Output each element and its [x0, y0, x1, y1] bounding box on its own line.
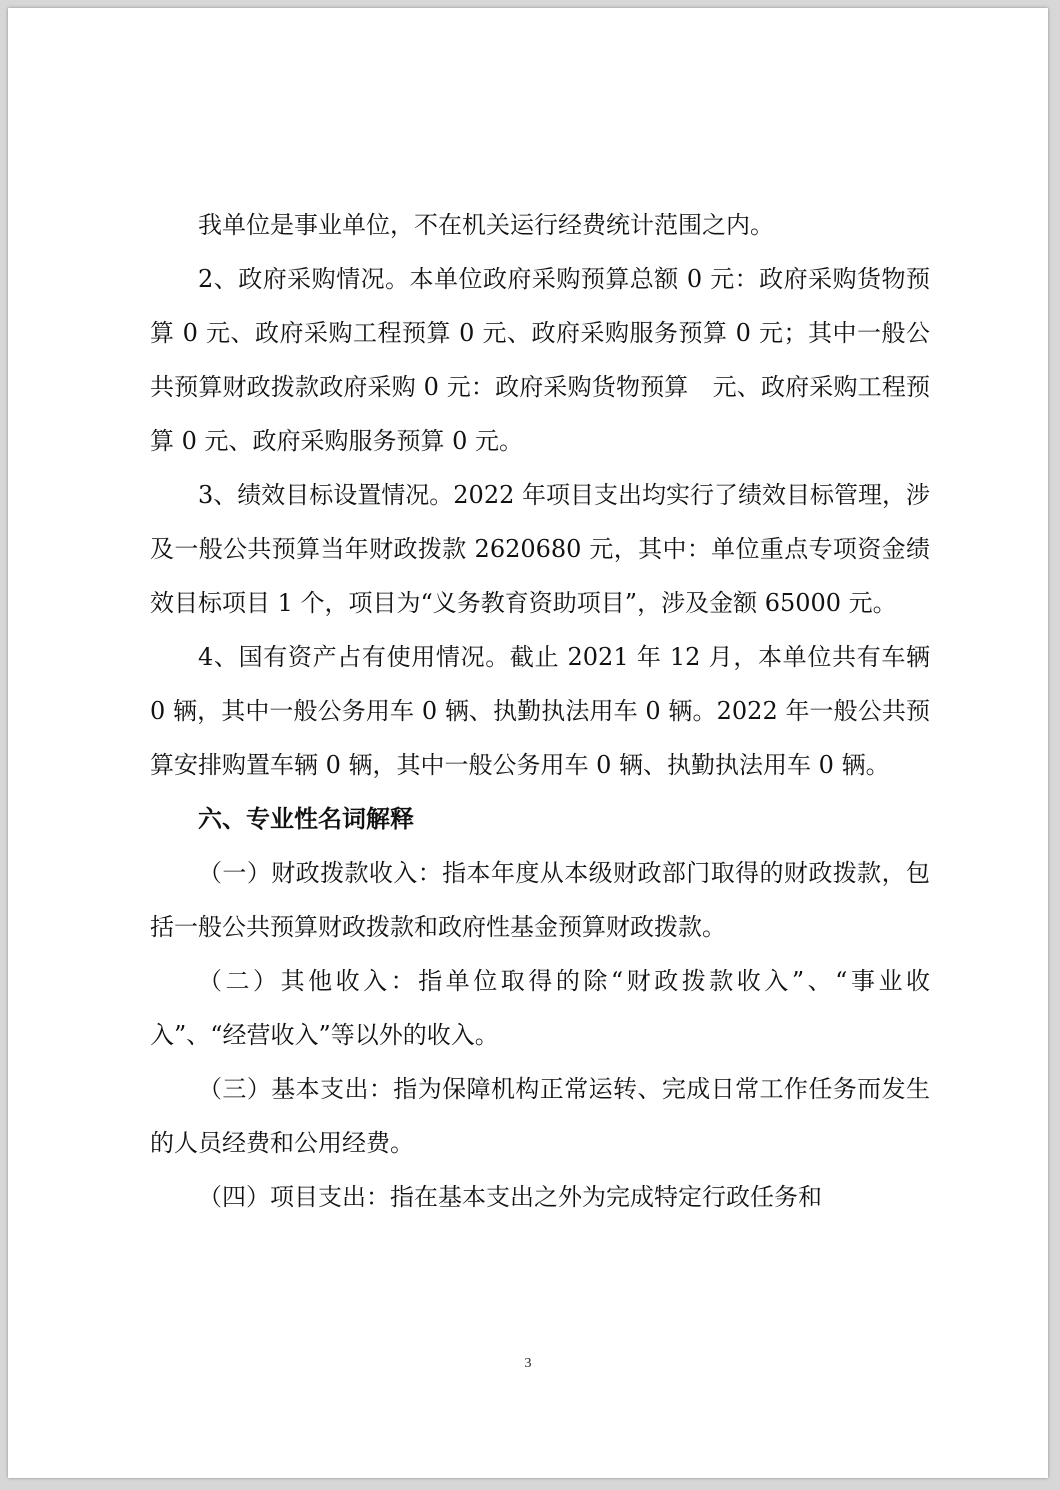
definition-basic-expenditure: （三）基本支出：指为保障机构正常运转、完成日常工作任务而发生的人员经费和公用经费。	[150, 1075, 930, 1157]
section-heading: 六、专业性名词解释	[198, 805, 414, 833]
definition-other-income: （二）其他收入：指单位取得的除“财政拨款收入”、“事业收入”、“经营收入”等以外的收入。	[150, 967, 930, 1049]
paragraph-performance-goals: 3、绩效目标设置情况。2022 年项目支出均实行了绩效目标管理，涉及一般公共预算当年财政拨款 2620680 元，其中：单位重点专项资金绩效目标项目 1 个，项目为“义务教育资助项目”，涉及金额 65000 元。	[150, 481, 930, 617]
paragraph-procurement: 2、政府采购情况。本单位政府采购预算总额 0 元：政府采购货物预算 0 元、政府采购工程预算 0 元、政府采购服务预算 0 元；其中一般公共预算财政拨款政府采购 0 元：政府采购货物预算 元、政府采购工程预算 0 元、政府采购服务预算 0 元。	[150, 265, 930, 455]
document-body	[150, 198, 930, 1224]
paragraph-office-funds: 我单位是事业单位，不在机关运行经费统计范围之内。	[198, 211, 774, 239]
definition-project-expenditure: （四）项目支出：指在基本支出之外为完成特定行政任务和	[198, 1183, 822, 1211]
definition-fiscal-income: （一）财政拨款收入：指本年度从本级财政部门取得的财政拨款，包括一般公共预算财政拨款和政府性基金预算财政拨款。	[150, 859, 930, 941]
paragraph-state-assets: 4、国有资产占有使用情况。截止 2021 年 12 月，本单位共有车辆 0 辆，其中一般公务用车 0 辆、执勤执法用车 0 辆。2022 年一般公共预算安排购置车辆 0 辆，其中一般公务用车 0 辆、执勤执法用车 0 辆。	[150, 643, 930, 779]
page-number: 3	[524, 1356, 532, 1371]
document-page	[8, 8, 1048, 1478]
